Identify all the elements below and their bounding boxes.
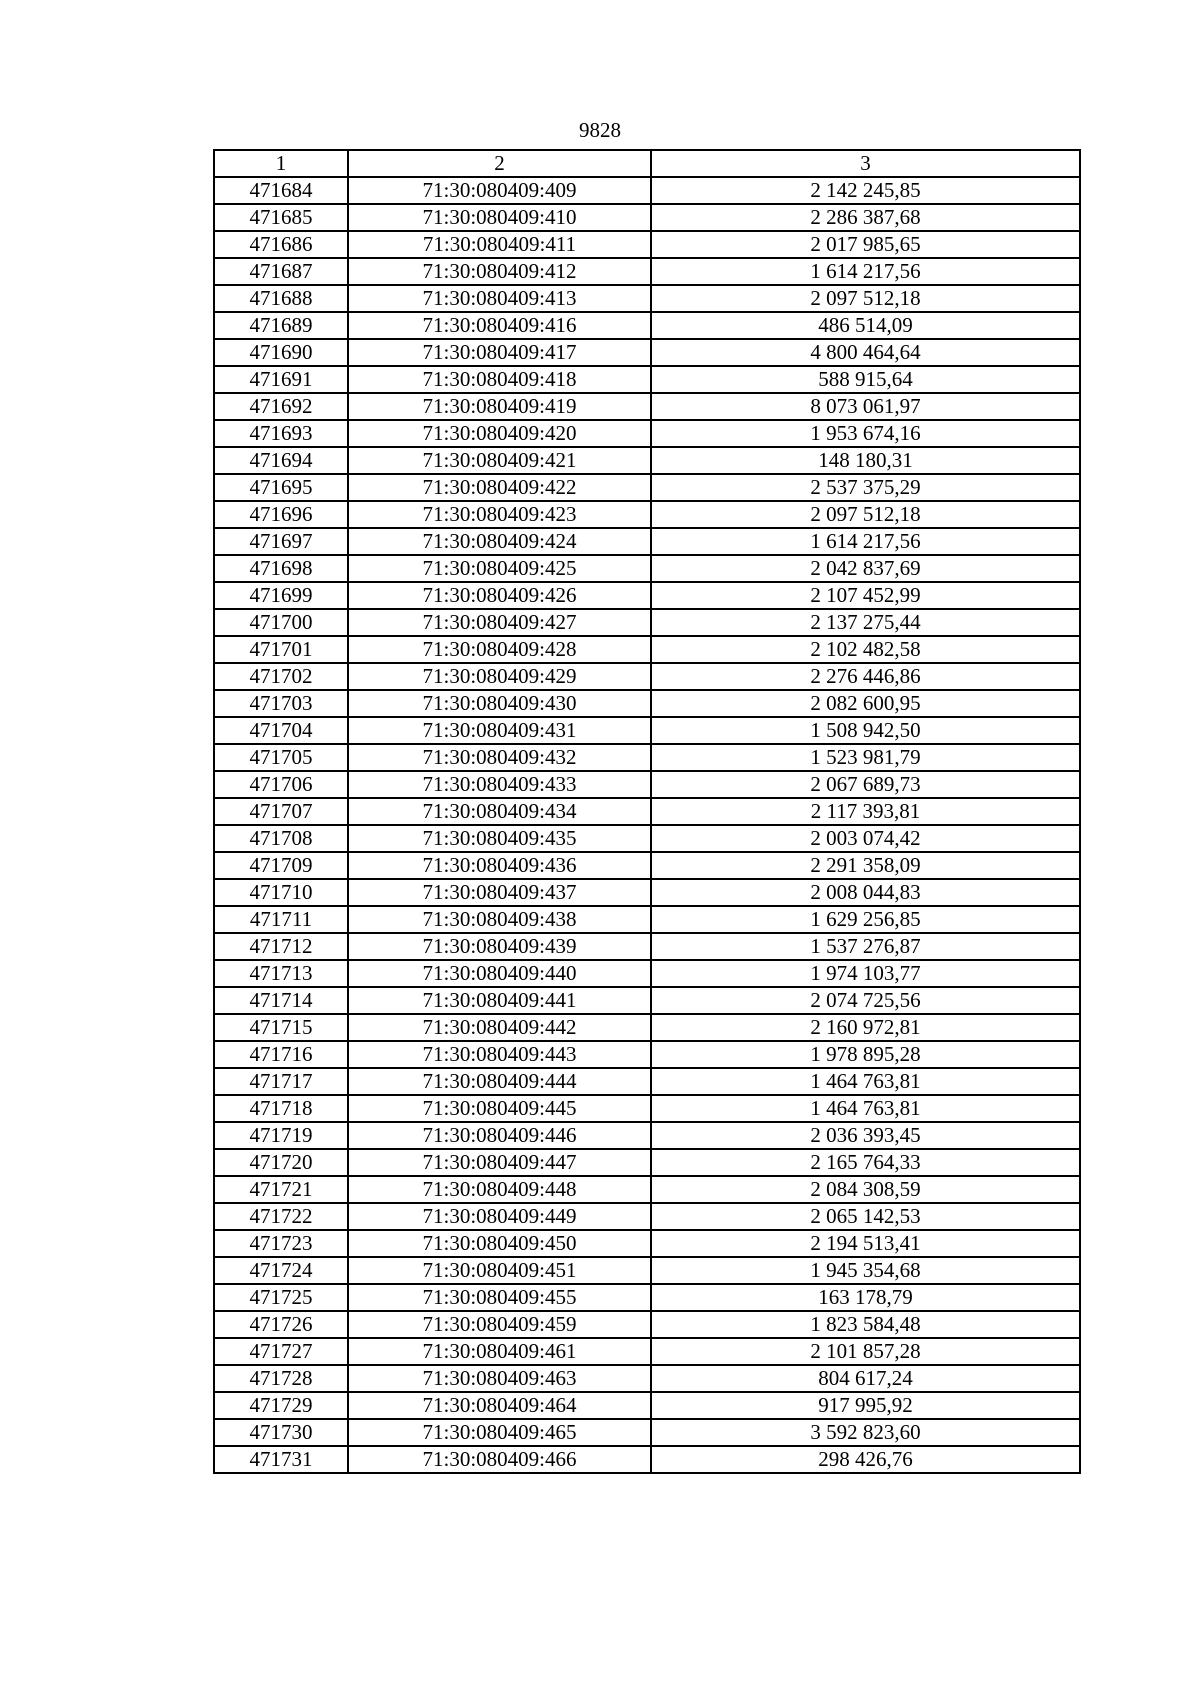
value-cell: 4 800 464,64: [651, 339, 1080, 366]
table-row: [214, 798, 1080, 825]
value-cell: 2 276 446,86: [651, 663, 1080, 690]
table-row: [214, 690, 1080, 717]
value-cell: 148 180,31: [651, 447, 1080, 474]
table-row: [214, 1230, 1080, 1257]
row-number-cell: 471709: [214, 852, 348, 879]
row-number-cell: 471725: [214, 1284, 348, 1311]
value-cell: 298 426,76: [651, 1446, 1080, 1473]
cadastral-number-cell: 71:30:080409:445: [348, 1095, 651, 1122]
cadastral-number-cell: 71:30:080409:412: [348, 258, 651, 285]
table-row: [214, 987, 1080, 1014]
value-cell: 1 614 217,56: [651, 258, 1080, 285]
cadastral-number-cell: 71:30:080409:428: [348, 636, 651, 663]
table-row: [214, 1338, 1080, 1365]
value-cell: 1 523 981,79: [651, 744, 1080, 771]
cadastral-number-cell: 71:30:080409:432: [348, 744, 651, 771]
row-number-cell: 471727: [214, 1338, 348, 1365]
table-row: [214, 447, 1080, 474]
value-cell: 2 165 764,33: [651, 1149, 1080, 1176]
column-header-3: 3: [651, 150, 1080, 177]
value-cell: 486 514,09: [651, 312, 1080, 339]
value-cell: 1 945 354,68: [651, 1257, 1080, 1284]
row-number-cell: 471715: [214, 1014, 348, 1041]
row-number-cell: 471706: [214, 771, 348, 798]
row-number-cell: 471717: [214, 1068, 348, 1095]
value-cell: 2 107 452,99: [651, 582, 1080, 609]
cadastral-number-cell: 71:30:080409:436: [348, 852, 651, 879]
row-number-cell: 471721: [214, 1176, 348, 1203]
cadastral-number-cell: 71:30:080409:429: [348, 663, 651, 690]
value-cell: 2 117 393,81: [651, 798, 1080, 825]
table-row: [214, 204, 1080, 231]
value-cell: 2 101 857,28: [651, 1338, 1080, 1365]
cadastral-number-cell: 71:30:080409:413: [348, 285, 651, 312]
value-cell: 163 178,79: [651, 1284, 1080, 1311]
value-cell: 1 629 256,85: [651, 906, 1080, 933]
table-row: [214, 1176, 1080, 1203]
value-cell: 1 464 763,81: [651, 1068, 1080, 1095]
cadastral-number-cell: 71:30:080409:431: [348, 717, 651, 744]
value-cell: 1 978 895,28: [651, 1041, 1080, 1068]
cadastral-number-cell: 71:30:080409:433: [348, 771, 651, 798]
row-number-cell: 471724: [214, 1257, 348, 1284]
cadastral-number-cell: 71:30:080409:455: [348, 1284, 651, 1311]
value-cell: 1 614 217,56: [651, 528, 1080, 555]
value-cell: 1 823 584,48: [651, 1311, 1080, 1338]
row-number-cell: 471694: [214, 447, 348, 474]
table-row: [214, 285, 1080, 312]
value-cell: 1 953 674,16: [651, 420, 1080, 447]
table-row: [214, 501, 1080, 528]
table-row: [214, 771, 1080, 798]
row-number-cell: 471703: [214, 690, 348, 717]
table-row: [214, 663, 1080, 690]
page-number: 9828: [579, 118, 621, 142]
value-cell: 1 974 103,77: [651, 960, 1080, 987]
cadastral-number-cell: 71:30:080409:410: [348, 204, 651, 231]
cadastral-number-cell: 71:30:080409:409: [348, 177, 651, 204]
row-number-cell: 471698: [214, 555, 348, 582]
cadastral-number-cell: 71:30:080409:450: [348, 1230, 651, 1257]
cadastral-number-cell: 71:30:080409:438: [348, 906, 651, 933]
header-row: [214, 150, 1080, 177]
cadastral-number-cell: 71:30:080409:446: [348, 1122, 651, 1149]
column-header-1: 1: [214, 150, 348, 177]
row-number-cell: 471728: [214, 1365, 348, 1392]
row-number-cell: 471687: [214, 258, 348, 285]
cadastral-number-cell: 71:30:080409:459: [348, 1311, 651, 1338]
table-row: [214, 960, 1080, 987]
table-header: [214, 150, 1080, 177]
row-number-cell: 471708: [214, 825, 348, 852]
row-number-cell: 471689: [214, 312, 348, 339]
value-cell: 2 017 985,65: [651, 231, 1080, 258]
value-cell: 1 508 942,50: [651, 717, 1080, 744]
row-number-cell: 471699: [214, 582, 348, 609]
table-row: [214, 339, 1080, 366]
column-header-2: 2: [348, 150, 651, 177]
table-row: [214, 1365, 1080, 1392]
cadastral-number-cell: 71:30:080409:465: [348, 1419, 651, 1446]
row-number-cell: 471726: [214, 1311, 348, 1338]
table-row: [214, 312, 1080, 339]
value-cell: 2 008 044,83: [651, 879, 1080, 906]
value-cell: 2 097 512,18: [651, 285, 1080, 312]
row-number-cell: 471688: [214, 285, 348, 312]
table-row: [214, 1014, 1080, 1041]
cadastral-number-cell: 71:30:080409:466: [348, 1446, 651, 1473]
value-cell: 2 097 512,18: [651, 501, 1080, 528]
value-cell: 2 102 482,58: [651, 636, 1080, 663]
row-number-cell: 471719: [214, 1122, 348, 1149]
cadastral-number-cell: 71:30:080409:448: [348, 1176, 651, 1203]
table-row: [214, 744, 1080, 771]
table-row: [214, 1203, 1080, 1230]
row-number-cell: 471722: [214, 1203, 348, 1230]
value-cell: 2 160 972,81: [651, 1014, 1080, 1041]
value-cell: 2 194 513,41: [651, 1230, 1080, 1257]
cadastral-number-cell: 71:30:080409:422: [348, 474, 651, 501]
row-number-cell: 471714: [214, 987, 348, 1014]
table-row: [214, 1095, 1080, 1122]
table-row: [214, 258, 1080, 285]
value-cell: 3 592 823,60: [651, 1419, 1080, 1446]
cadastral-number-cell: 71:30:080409:419: [348, 393, 651, 420]
row-number-cell: 471704: [214, 717, 348, 744]
value-cell: 804 617,24: [651, 1365, 1080, 1392]
value-cell: 2 286 387,68: [651, 204, 1080, 231]
cadastral-number-cell: 71:30:080409:441: [348, 987, 651, 1014]
cadastral-number-cell: 71:30:080409:442: [348, 1014, 651, 1041]
cadastral-number-cell: 71:30:080409:435: [348, 825, 651, 852]
value-cell: 2 074 725,56: [651, 987, 1080, 1014]
cadastral-number-cell: 71:30:080409:449: [348, 1203, 651, 1230]
table-row: [214, 1122, 1080, 1149]
cadastral-number-cell: 71:30:080409:425: [348, 555, 651, 582]
cadastral-number-cell: 71:30:080409:461: [348, 1338, 651, 1365]
row-number-cell: 471720: [214, 1149, 348, 1176]
table-row: [214, 231, 1080, 258]
row-number-cell: 471690: [214, 339, 348, 366]
table-row: [214, 1041, 1080, 1068]
table-row: [214, 1392, 1080, 1419]
cadastral-number-cell: 71:30:080409:420: [348, 420, 651, 447]
cadastral-number-cell: 71:30:080409:421: [348, 447, 651, 474]
cadastral-number-cell: 71:30:080409:424: [348, 528, 651, 555]
row-number-cell: 471716: [214, 1041, 348, 1068]
table-row: [214, 582, 1080, 609]
row-number-cell: 471702: [214, 663, 348, 690]
table-row: [214, 906, 1080, 933]
row-number-cell: 471705: [214, 744, 348, 771]
table-row: [214, 609, 1080, 636]
table-row: [214, 825, 1080, 852]
table-row: [214, 1284, 1080, 1311]
cadastral-number-cell: 71:30:080409:464: [348, 1392, 651, 1419]
table-row: [214, 933, 1080, 960]
table-row: [214, 636, 1080, 663]
table-row: [214, 393, 1080, 420]
cadastral-number-cell: 71:30:080409:463: [348, 1365, 651, 1392]
table-row: [214, 852, 1080, 879]
cadastral-number-cell: 71:30:080409:411: [348, 231, 651, 258]
table-body: [214, 177, 1080, 1473]
row-number-cell: 471685: [214, 204, 348, 231]
value-cell: 2 084 308,59: [651, 1176, 1080, 1203]
value-cell: 588 915,64: [651, 366, 1080, 393]
cadastral-number-cell: 71:30:080409:439: [348, 933, 651, 960]
value-cell: 2 067 689,73: [651, 771, 1080, 798]
cadastral-number-cell: 71:30:080409:423: [348, 501, 651, 528]
row-number-cell: 471691: [214, 366, 348, 393]
row-number-cell: 471731: [214, 1446, 348, 1473]
value-cell: 1 537 276,87: [651, 933, 1080, 960]
row-number-cell: 471700: [214, 609, 348, 636]
table-row: [214, 1257, 1080, 1284]
table-row: [214, 474, 1080, 501]
value-cell: 2 142 245,85: [651, 177, 1080, 204]
row-number-cell: 471713: [214, 960, 348, 987]
row-number-cell: 471723: [214, 1230, 348, 1257]
row-number-cell: 471701: [214, 636, 348, 663]
table-row: [214, 1311, 1080, 1338]
cadastral-number-cell: 71:30:080409:443: [348, 1041, 651, 1068]
table-row: [214, 879, 1080, 906]
value-cell: 917 995,92: [651, 1392, 1080, 1419]
cadastral-number-cell: 71:30:080409:430: [348, 690, 651, 717]
row-number-cell: 471730: [214, 1419, 348, 1446]
table-row: [214, 528, 1080, 555]
cadastral-number-cell: 71:30:080409:447: [348, 1149, 651, 1176]
value-cell: 2 003 074,42: [651, 825, 1080, 852]
table-row: [214, 717, 1080, 744]
table-row: [214, 555, 1080, 582]
row-number-cell: 471729: [214, 1392, 348, 1419]
cadastral-number-cell: 71:30:080409:417: [348, 339, 651, 366]
value-cell: 2 036 393,45: [651, 1122, 1080, 1149]
table-row: [214, 1446, 1080, 1473]
row-number-cell: 471707: [214, 798, 348, 825]
table-row: [214, 1068, 1080, 1095]
value-cell: 2 042 837,69: [651, 555, 1080, 582]
data-table: [213, 149, 1081, 1474]
cadastral-number-cell: 71:30:080409:416: [348, 312, 651, 339]
row-number-cell: 471696: [214, 501, 348, 528]
row-number-cell: 471692: [214, 393, 348, 420]
value-cell: 2 291 358,09: [651, 852, 1080, 879]
row-number-cell: 471686: [214, 231, 348, 258]
cadastral-number-cell: 71:30:080409:437: [348, 879, 651, 906]
cadastral-number-cell: 71:30:080409:444: [348, 1068, 651, 1095]
table-row: [214, 177, 1080, 204]
cadastral-number-cell: 71:30:080409:426: [348, 582, 651, 609]
row-number-cell: 471710: [214, 879, 348, 906]
value-cell: 1 464 763,81: [651, 1095, 1080, 1122]
value-cell: 2 065 142,53: [651, 1203, 1080, 1230]
row-number-cell: 471684: [214, 177, 348, 204]
row-number-cell: 471697: [214, 528, 348, 555]
table-row: [214, 420, 1080, 447]
value-cell: 2 082 600,95: [651, 690, 1080, 717]
table-row: [214, 1149, 1080, 1176]
row-number-cell: 471711: [214, 906, 348, 933]
value-cell: 2 137 275,44: [651, 609, 1080, 636]
row-number-cell: 471693: [214, 420, 348, 447]
cadastral-number-cell: 71:30:080409:451: [348, 1257, 651, 1284]
cadastral-number-cell: 71:30:080409:418: [348, 366, 651, 393]
row-number-cell: 471695: [214, 474, 348, 501]
row-number-cell: 471712: [214, 933, 348, 960]
cadastral-number-cell: 71:30:080409:440: [348, 960, 651, 987]
value-cell: 2 537 375,29: [651, 474, 1080, 501]
table-row: [214, 1419, 1080, 1446]
table-row: [214, 366, 1080, 393]
row-number-cell: 471718: [214, 1095, 348, 1122]
value-cell: 8 073 061,97: [651, 393, 1080, 420]
cadastral-number-cell: 71:30:080409:434: [348, 798, 651, 825]
cadastral-number-cell: 71:30:080409:427: [348, 609, 651, 636]
